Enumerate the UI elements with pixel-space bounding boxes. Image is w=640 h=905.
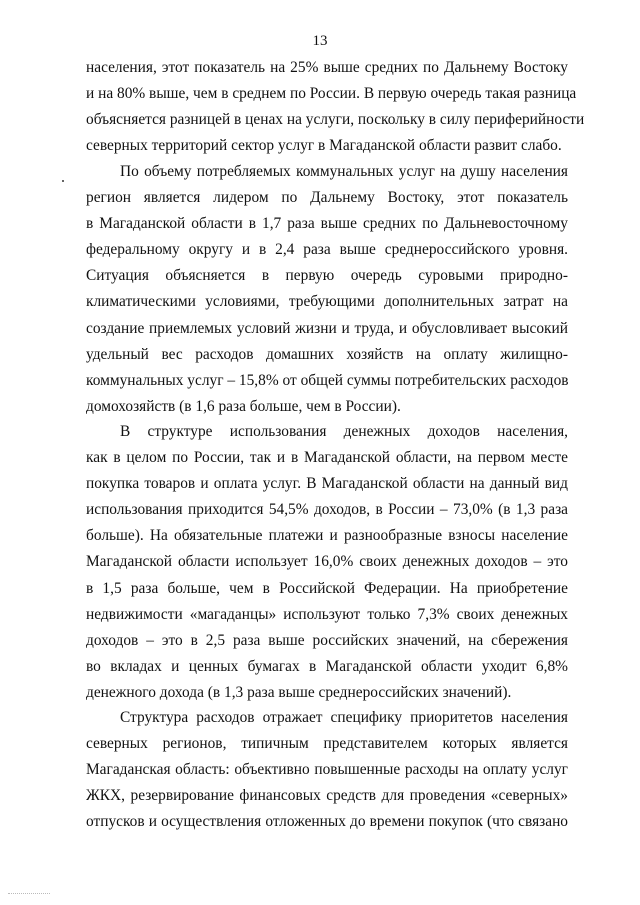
text-line: больше). На обязательные платежи и разнообразные взносы население [86, 527, 568, 545]
text-line: как в целом по России, так и в Магаданской области, на первом месте [86, 449, 568, 467]
text-line-first [86, 159, 568, 185]
margin-mark [62, 180, 64, 182]
text-line: использования приходится 54,5% доходов, в России – 73,0% (в 1,3 раза [86, 501, 568, 519]
text-line: регион является лидером по Дальнему Востоку, этот показатель [86, 189, 568, 207]
text-line: покупка товаров и оплата услуг. В Магаданской области на данный вид [86, 475, 568, 493]
text-line: федеральному округу и в 2,4 раза выше среднероссийского уровня. [86, 241, 568, 259]
text-line: В структуре использования денежных доходов населения, [120, 423, 568, 440]
text-line: и на 80% выше, чем в среднем по России. В первую очередь такая разница [86, 85, 577, 103]
text-line: коммунальных услуг – 15,8% от общей суммы потребительских расходов [86, 371, 569, 389]
paragraph-2 [86, 159, 568, 420]
text-line: денежного дохода (в 1,3 раза выше среднероссийских значений). [86, 683, 512, 701]
text-line: отпусков и осуществления отложенных до времени покупок (что связано [86, 813, 568, 831]
text-line: Ситуация объясняется в первую очередь суровыми природно- [86, 267, 568, 285]
text-line: ЖКХ, резервирование финансовых средств для проведения «северных» [86, 787, 568, 805]
scan-artifact [8, 893, 50, 895]
text-line: удельный вес расходов домашних хозяйств на оплату жилищно- [86, 345, 568, 363]
page-number: 13 [312, 33, 328, 49]
text-line: в Магаданской области в 1,7 раза выше средних по Дальневосточному [86, 215, 568, 233]
text-line: северных регионов, типичным представителем которых является [86, 735, 568, 753]
text-line: домохозяйств (в 1,6 раза больше, чем в России). [86, 397, 401, 415]
text-line: климатическими условиями, требующими дополнительных затрат на [86, 293, 568, 311]
text-line: в 1,5 раза больше, чем в Российской Федерации. На приобретение [86, 579, 568, 597]
text-line: объясняется разницей в ценах на услуги, поскольку в силу периферийности [86, 111, 585, 129]
text-line: Структура расходов отражает специфику приоритетов населения [120, 709, 568, 726]
paragraph-1 [86, 55, 585, 159]
text-line: По объему потребляемых коммунальных услуг на душу населения [120, 163, 568, 180]
text-line: во вкладах и ценных бумагах в Магаданской области уходит 6,8% [86, 657, 568, 675]
text-line-first [86, 419, 568, 445]
text-line-first [86, 705, 568, 731]
text-line: населения, этот показатель на 25% выше средних по Дальнему Востоку [86, 59, 568, 76]
text-line: Магаданской области использует 16,0% своих денежных доходов – это [86, 553, 568, 571]
paragraph-4 [86, 705, 568, 835]
text-line: доходов – это в 2,5 раза выше российских значений, на сбережения [86, 631, 568, 649]
text-line: недвижимости «магаданцы» используют только 7,3% своих денежных [86, 605, 568, 623]
paragraph-3 [86, 419, 568, 706]
text-line: Магаданская область: объективно повышенные расходы на оплату услуг [86, 761, 568, 779]
text-line: северных территорий сектор услуг в Магаданской области развит слабо. [86, 137, 562, 155]
text-line: создание приемлемых условий жизни и труда, и обусловливает высокий [86, 319, 568, 337]
